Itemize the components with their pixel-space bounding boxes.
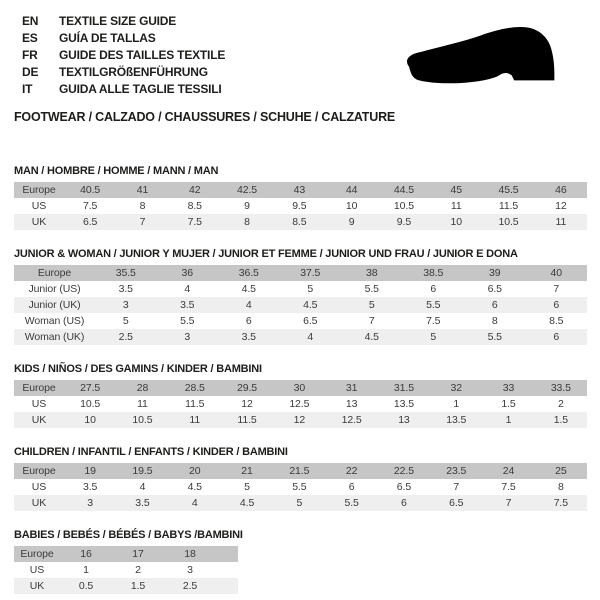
size-value: 2 — [557, 398, 564, 410]
size-value: 11.5 — [185, 398, 205, 410]
size-value: 13 — [345, 398, 358, 410]
size-value: 5 — [244, 481, 250, 493]
size-value: 8.5 — [292, 216, 307, 228]
size-value: 40 — [550, 267, 562, 279]
size-value: 5.5 — [426, 299, 441, 311]
size-value: 40.5 — [80, 184, 101, 196]
row-label: Europe — [22, 382, 56, 394]
size-value: 17 — [132, 548, 144, 560]
size-value: 3.5 — [83, 481, 98, 493]
size-value: 7 — [139, 216, 146, 228]
size-value: 9 — [348, 216, 355, 228]
size-value: 6.5 — [303, 315, 318, 327]
size-value: 16 — [80, 548, 92, 560]
size-value: 7.5 — [501, 481, 516, 493]
size-table — [14, 182, 587, 230]
size-value: 20 — [189, 465, 201, 477]
row-label: US — [31, 200, 47, 212]
size-value: 22.5 — [393, 465, 414, 477]
size-value: 18 — [184, 548, 196, 560]
size-value: 10.5 — [132, 414, 153, 426]
category-line: FOOTWEAR / CALZADO / CHAUSSURES / SCHUHE / CALZATURE — [14, 110, 396, 124]
size-value: 11 — [555, 216, 567, 228]
size-value: 4 — [184, 283, 191, 295]
size-value: 6.5 — [487, 283, 502, 295]
size-value: 4.5 — [364, 331, 379, 343]
size-value: 3.5 — [135, 497, 150, 509]
size-value: 42.5 — [237, 184, 258, 196]
size-value: 38 — [366, 267, 378, 279]
row-label: Europe — [22, 184, 56, 196]
size-row — [14, 281, 587, 297]
size-value: 13.5 — [446, 414, 467, 426]
size-value: 38.5 — [423, 267, 444, 279]
size-value: 3 — [87, 497, 94, 509]
size-value: 5.5 — [180, 315, 195, 327]
spacer-cell — [216, 578, 238, 594]
size-value: 5.5 — [292, 481, 307, 493]
size-row — [14, 578, 238, 594]
size-value: 5 — [368, 299, 375, 311]
size-value: 8 — [139, 200, 146, 212]
size-row — [14, 412, 587, 428]
size-row — [14, 396, 587, 412]
size-value: 43 — [293, 184, 306, 196]
size-value: 9.5 — [292, 200, 307, 212]
size-value: 7 — [505, 497, 512, 509]
size-value: 8 — [244, 216, 250, 228]
size-value: 28 — [136, 382, 149, 394]
size-value: 6 — [430, 283, 437, 295]
size-value: 11.5 — [498, 200, 519, 212]
size-value: 19 — [84, 465, 96, 477]
language-guide-title: GUIDA ALLE TAGLIE TESSILI — [59, 82, 222, 96]
size-header-row — [14, 182, 587, 198]
size-value: 3.5 — [241, 331, 256, 343]
size-table-section — [14, 363, 587, 428]
size-value: 21.5 — [289, 465, 310, 477]
size-header-row — [14, 380, 587, 396]
size-value: 7.5 — [426, 315, 441, 327]
size-value: 32 — [450, 382, 462, 394]
size-value: 6 — [553, 331, 560, 343]
language-code: ES — [22, 31, 38, 45]
row-label: Europe — [20, 548, 54, 560]
language-row — [22, 81, 225, 98]
row-label: Junior (US) — [28, 283, 81, 295]
size-value: 1.5 — [501, 398, 516, 410]
size-value: 36 — [181, 267, 193, 279]
size-value: 7.5 — [187, 216, 202, 228]
size-value: 9 — [244, 200, 250, 212]
size-value: 6 — [553, 299, 560, 311]
size-value: 35.5 — [115, 267, 136, 279]
language-list — [22, 13, 225, 98]
size-row — [14, 214, 587, 230]
size-value: 12.5 — [341, 414, 362, 426]
size-value: 4 — [139, 481, 146, 493]
size-value: 6 — [245, 315, 252, 327]
size-value: 13.5 — [393, 398, 414, 410]
language-row — [22, 64, 225, 81]
size-value: 45 — [450, 184, 462, 196]
table-title: CHILDREN / INFANTIL / ENFANTS / KINDER / BAMBINI — [14, 446, 288, 458]
size-header-row — [14, 546, 238, 562]
size-value: 1 — [505, 414, 512, 426]
size-value: 29.5 — [237, 382, 258, 394]
size-value: 31 — [345, 382, 358, 394]
size-value: 8 — [557, 481, 564, 493]
size-table — [14, 265, 587, 345]
size-value: 11 — [189, 414, 201, 426]
size-table-section — [14, 529, 587, 594]
size-value: 5.5 — [487, 331, 502, 343]
size-tables — [14, 165, 587, 600]
size-value: 30 — [293, 382, 306, 394]
size-value: 5.5 — [344, 497, 359, 509]
table-title: KIDS / NIÑOS / DES GAMINS / KINDER / BAMBINI — [14, 363, 262, 375]
language-guide-title: TEXTILGRÖßENFÜHRUNG — [59, 65, 208, 79]
size-value: 31.5 — [393, 382, 414, 394]
size-value: 13 — [398, 414, 410, 426]
size-value: 11 — [450, 200, 462, 212]
size-value: 27.5 — [80, 382, 101, 394]
size-table-section — [14, 248, 587, 345]
size-value: 6 — [491, 299, 498, 311]
size-row — [14, 479, 587, 495]
size-value: 6 — [348, 481, 355, 493]
size-row — [14, 329, 587, 345]
size-value: 4.5 — [187, 481, 202, 493]
size-value: 1.5 — [553, 414, 568, 426]
language-code: FR — [22, 48, 38, 62]
size-value: 45.5 — [498, 184, 519, 196]
size-value: 8.5 — [549, 315, 564, 327]
size-value: 22 — [345, 465, 358, 477]
row-label: US — [29, 564, 45, 576]
size-value: 12 — [555, 200, 567, 212]
language-code: IT — [22, 82, 33, 96]
size-value: 41 — [136, 184, 149, 196]
size-value: 3 — [184, 331, 191, 343]
size-value: 25 — [555, 465, 567, 477]
size-value: 37.5 — [300, 267, 321, 279]
row-label: Junior (UK) — [28, 299, 81, 311]
size-value: 19.5 — [132, 465, 153, 477]
size-value: 39 — [489, 267, 501, 279]
size-value: 4.5 — [241, 283, 256, 295]
size-value: 0.5 — [78, 580, 94, 592]
language-row — [22, 47, 225, 64]
dress-shoe-icon — [392, 12, 580, 106]
size-value: 7.5 — [83, 200, 98, 212]
size-value: 6.5 — [83, 216, 98, 228]
row-label: US — [31, 481, 47, 493]
size-value: 5.5 — [364, 283, 379, 295]
size-value: 4.5 — [239, 497, 255, 509]
size-value: 4 — [245, 299, 252, 311]
language-code: DE — [22, 65, 39, 79]
size-value: 44.5 — [393, 184, 414, 196]
size-value: 4 — [307, 331, 314, 343]
row-label: Europe — [37, 267, 72, 279]
size-value: 4.5 — [303, 299, 318, 311]
size-value: 5 — [296, 497, 303, 509]
size-value: 7 — [553, 283, 560, 295]
row-label: Europe — [22, 465, 56, 477]
size-table — [14, 463, 587, 511]
size-value: 7 — [368, 315, 375, 327]
size-value: 21 — [241, 465, 253, 477]
size-header-row — [14, 463, 587, 479]
language-guide-title: GUÍA DE TALLAS — [59, 31, 156, 45]
size-value: 5 — [122, 315, 129, 327]
size-table-section — [14, 446, 587, 511]
size-value: 8.5 — [187, 200, 202, 212]
size-header-row — [14, 265, 587, 281]
size-row — [14, 198, 587, 214]
size-value: 6.5 — [396, 481, 412, 493]
size-value: 46 — [555, 184, 567, 196]
size-value: 44 — [345, 184, 358, 196]
row-label: UK — [29, 580, 45, 592]
size-value: 36.5 — [238, 267, 259, 279]
size-value: 23.5 — [446, 465, 467, 477]
size-row — [14, 313, 587, 329]
row-label: UK — [31, 414, 47, 426]
size-value: 1 — [453, 398, 460, 410]
size-value: 10 — [345, 200, 358, 212]
size-value: 10 — [450, 216, 462, 228]
size-value: 42 — [189, 184, 201, 196]
table-title: MAN / HOMBRE / HOMME / MANN / MAN — [14, 165, 219, 177]
size-row — [14, 495, 587, 511]
row-label: Woman (UK) — [24, 331, 85, 343]
size-value: 7 — [453, 481, 460, 493]
size-value: 2.5 — [182, 580, 198, 592]
size-value: 8 — [491, 315, 498, 327]
size-value: 12 — [293, 414, 306, 426]
table-title: BABIES / BEBÉS / BÉBÉS / BABYS /BAMBINI — [14, 529, 243, 541]
language-guide-title: TEXTILE SIZE GUIDE — [59, 14, 177, 28]
size-value: 24 — [502, 465, 515, 477]
spacer-cell — [216, 562, 238, 578]
size-table — [14, 546, 238, 594]
size-value: 28.5 — [184, 382, 205, 394]
size-table-section — [14, 165, 587, 230]
size-value: 1 — [83, 564, 89, 576]
size-value: 11 — [137, 398, 148, 410]
size-value: 5 — [430, 331, 437, 343]
size-value: 1.5 — [130, 580, 146, 592]
size-value: 12.5 — [289, 398, 310, 410]
language-row — [22, 30, 225, 47]
size-value: 2.5 — [118, 331, 133, 343]
table-title: JUNIOR & WOMAN / JUNIOR Y MUJER / JUNIOR ET FEMME / JUNIOR UND FRAU / JUNIOR E DONA — [14, 248, 518, 260]
size-value: 3 — [122, 299, 129, 311]
size-value: 4 — [191, 497, 198, 509]
size-value: 3.5 — [118, 283, 133, 295]
size-value: 6 — [401, 497, 407, 509]
size-row — [14, 562, 238, 578]
size-value: 9.5 — [396, 216, 412, 228]
row-label: Woman (US) — [24, 315, 85, 327]
size-value: 10.5 — [498, 216, 519, 228]
row-label: UK — [31, 497, 47, 509]
size-value: 6.5 — [449, 497, 464, 509]
row-label: US — [31, 398, 47, 410]
size-value: 7.5 — [553, 497, 568, 509]
language-code: EN — [22, 14, 39, 28]
size-value: 10.5 — [393, 200, 414, 212]
language-guide-title: GUIDE DES TAILLES TEXTILE — [59, 48, 226, 62]
row-label: UK — [31, 216, 47, 228]
size-value: 10 — [84, 414, 96, 426]
size-value: 3.5 — [180, 299, 195, 311]
language-row — [22, 13, 225, 30]
spacer-cell — [216, 546, 238, 562]
size-row — [14, 297, 587, 313]
size-value: 3 — [187, 564, 193, 576]
size-value: 33.5 — [550, 382, 571, 394]
size-value: 10.5 — [80, 398, 101, 410]
size-value: 2 — [135, 564, 141, 576]
size-value: 12 — [241, 398, 253, 410]
size-table — [14, 380, 587, 428]
size-value: 33 — [502, 382, 515, 394]
size-value: 5 — [307, 283, 314, 295]
size-value: 11.5 — [237, 414, 257, 426]
